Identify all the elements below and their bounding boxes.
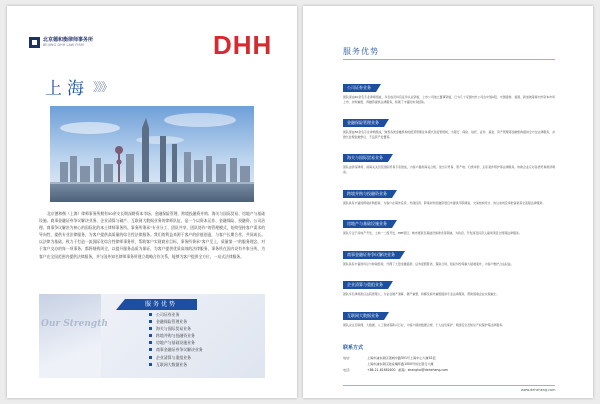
firm-name-en: BEIJING DHH LAW FIRM bbox=[43, 43, 84, 47]
contact-title: 联系方式 bbox=[343, 345, 364, 351]
section-heading: 金融保险管理业务 bbox=[343, 119, 384, 127]
footer-divider bbox=[343, 385, 555, 386]
advantage-item: 房地产与基础设施业务 bbox=[149, 339, 203, 346]
service-section bbox=[343, 109, 555, 139]
service-sections bbox=[343, 74, 555, 333]
advantage-item: 公司证券业务 bbox=[149, 311, 203, 318]
section-body: 团队现由50余名专业律师组成，熟悉各类金融机构的经营管理业务模式及监管规则，为银行、保险、信托、证券、基金、资产管理等金融机构提供全方位法律服务，并擅长处理金融争议、不良资产处置等。 bbox=[343, 130, 555, 139]
advantage-band-decoration bbox=[39, 294, 101, 378]
service-section bbox=[343, 74, 555, 104]
service-section bbox=[343, 302, 555, 328]
section-body: 团队专注于房地产开发、土地一二级开发、PPP项目、城市更新及基础设施建设等领域，为政府、开发商及投资人提供项目全周期法律服务。 bbox=[343, 231, 522, 236]
section-body: 团队由资深律师、前海关关员及国际贸易专家组成，为客户提供海关合规、进出口贸易、原产地、归类审价、走私案件辩护等法律服务，协助企业应对各类贸易救济调查。 bbox=[343, 165, 555, 174]
dhh-brand-logo: DHH bbox=[213, 30, 273, 60]
advantage-item: 互联网大数据业务 bbox=[149, 361, 203, 368]
advantage-title: 服务优势 bbox=[125, 299, 197, 310]
brochure-left-page bbox=[7, 6, 297, 398]
firm-introduction: 北京德和衡（上海）律师事务所拥有50余支长期深耕资本市场、金融保险管理、跨境投融资并购、海关与国际贸易、房地产与基础设施、商事金融证券争议解决业务、企业清算与破产、互联网大数据业务的律师队伍，是一个以资本运作、金融保险、投融资、公司治理、商事争议解决为核心的国际化的本土律师事务所。事务所秉承“专业分工、团队共享，团队协作”的管理模式，始终坚持客户需求的导向性，提供专业法律服务，为客户提供高质量的综合性法律服务。我们的利益来源于客户的价值创造，与客户长期合作，共同成长。以法律为基础，致力于打造一流国际化综合性律师事务所，帮助客户实现商业目标，事务所秉承“客户至上，质量第一”的服务理念，对于客户交办的每一项事务，都将细致周全，以提升服务品质为保证，为客户提供优质高效的法律服务，事务所在国内设有多家分所，为客户在全国范围内提供法律服务，并与国外知名律师事务所建立战略合作关系，能够为客户提供全方位、一站式法律服务。 bbox=[39, 211, 265, 259]
service-section bbox=[343, 241, 555, 267]
service-section bbox=[343, 144, 555, 174]
city-title: 上海 bbox=[45, 79, 89, 99]
service-section bbox=[343, 180, 555, 206]
service-section bbox=[343, 210, 555, 236]
chevron-decoration-icon: 》》》 bbox=[93, 80, 112, 94]
section-heading: 公司证券业务 bbox=[343, 84, 376, 92]
section-heading: 商事金融证券争议解决业务 bbox=[343, 251, 400, 259]
phone-label: 电话： bbox=[343, 368, 353, 372]
section-heading: 跨境并购与投融资业务 bbox=[343, 190, 392, 198]
section-body: 团队多名律师担任法院管理人，为企业破产清算、破产重整、和解及庭外重组提供专业法律服务，帮助困境企业实现重生。 bbox=[343, 292, 500, 297]
advantage-list bbox=[149, 311, 203, 368]
shanghai-skyline-photo bbox=[50, 106, 254, 202]
contact-info bbox=[343, 355, 448, 373]
address-line-2: 上海市浦东新区陆家嘴环路1000号恒生银行大厦 bbox=[367, 362, 434, 366]
our-strength-watermark: Our Strength bbox=[41, 319, 108, 329]
address-line-1: 上海市浦东新区银城中路501号上海中心大厦42层 bbox=[367, 356, 436, 360]
section-body: 团队现由40余名专业律师组成，多名成员持有证券从业资格，上市公司独立董事资格，已为几十家国内外公司在中国A股、中国香港、美国、新加坡等境内外资本市场上市、并购重组、再融资提供法律服务，积累了丰富的实务经验。 bbox=[343, 95, 555, 104]
advantage-item: 企业清算与重组业务 bbox=[149, 354, 203, 361]
advantage-item: 海关与国际贸易业务 bbox=[149, 325, 203, 332]
section-heading: 企业清算与重组业务 bbox=[343, 281, 388, 289]
advantage-item: 金融保险管理业务 bbox=[149, 318, 203, 325]
brochure-right-page bbox=[303, 6, 593, 398]
service-advantage-title: 服务优势 bbox=[343, 47, 379, 56]
firm-logo-icon bbox=[29, 37, 40, 48]
section-heading: 互联网大数据业务 bbox=[343, 312, 384, 320]
section-body: 团队关注互联网、大数据、人工智能等新兴行业，为客户提供数据合规、个人信息保护、网络安全及知识产权保护等法律服务。 bbox=[343, 322, 505, 327]
address-label: 地址： bbox=[343, 356, 353, 360]
section-body: 团队具有丰富的诉讼与仲裁经验，代理了大量金融借款、证券虚假陈述、保险合同、股权纠纷等重大疑难案件，为客户维护合法权益。 bbox=[343, 261, 514, 266]
website-link[interactable]: www.deheheng.com bbox=[521, 388, 556, 392]
email-address[interactable]: shanghai@deheheng.com bbox=[407, 368, 449, 372]
email-label: 邮箱： bbox=[398, 368, 408, 372]
firm-name-cn: 北京德和衡律师事务所 bbox=[43, 37, 94, 43]
section-body: 团队具有丰富的跨境并购经验，为客户在境外投资、外商投资、跨境并购及融资项目中提供尽职调查、交易结构设计、协议谈判及审批备案等全流程法律服务。 bbox=[343, 200, 546, 205]
service-section bbox=[343, 271, 555, 297]
phone-number[interactable]: +86-21-61681600 bbox=[367, 368, 396, 372]
advantage-item: 商事金融证券争议解决业务 bbox=[149, 346, 203, 353]
section-heading: 房地产与基础设施业务 bbox=[343, 220, 392, 228]
section-heading: 海关与国际贸易业务 bbox=[343, 154, 388, 162]
advantage-item: 跨境并购与投融资业务 bbox=[149, 332, 203, 339]
title-divider bbox=[343, 59, 555, 60]
